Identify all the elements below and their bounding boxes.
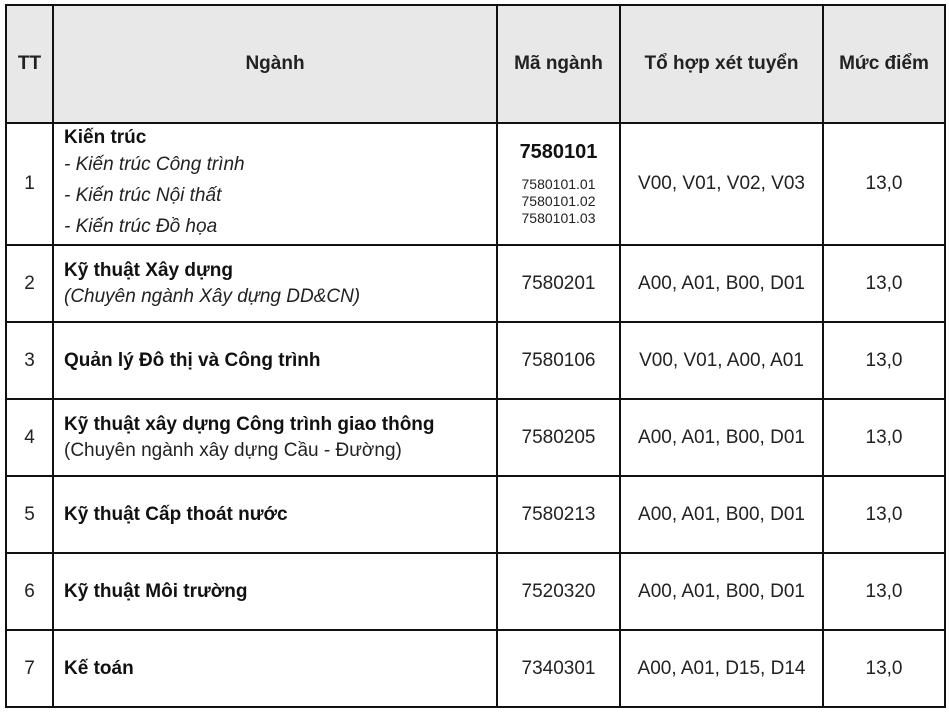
cell-code — [497, 123, 620, 245]
major-code: 7580205 — [521, 426, 596, 448]
major-note: (Chuyên ngành Xây dựng DD&CN) — [64, 285, 361, 307]
cell-major — [53, 553, 497, 630]
major-note: (Chuyên ngành xây dựng Cầu - Đường) — [64, 439, 402, 461]
header-tt: TT — [6, 5, 53, 123]
sub-major: - Kiến trúc Nội thất — [64, 184, 222, 206]
major-name: Kiến trúc — [64, 126, 147, 148]
sub-code: 7580101.02 — [521, 193, 596, 209]
major-code: 7580101 — [519, 141, 598, 163]
cell-score: 13,0 — [823, 123, 945, 245]
table-row — [6, 630, 945, 707]
cell-major — [53, 245, 497, 322]
table-row — [6, 245, 945, 322]
major-code: 7340301 — [521, 657, 596, 679]
table-row — [6, 322, 945, 399]
table-row — [6, 476, 945, 553]
cell-tt: 5 — [6, 476, 53, 553]
header-major: Ngành — [53, 5, 497, 123]
cell-tt: 7 — [6, 630, 53, 707]
cell-major — [53, 399, 497, 476]
major-code: 7580213 — [521, 503, 596, 525]
cell-score: 13,0 — [823, 476, 945, 553]
major-code: 7580201 — [521, 272, 596, 294]
major-name: Kỹ thuật Xây dựng — [64, 259, 233, 281]
cell-combos: A00, A01, B00, D01 — [620, 245, 823, 322]
header-code: Mã ngành — [497, 5, 620, 123]
cell-major — [53, 476, 497, 553]
major-name: Quản lý Đô thị và Công trình — [64, 349, 321, 371]
sub-code: 7580101.01 — [521, 176, 596, 192]
cell-tt: 2 — [6, 245, 53, 322]
cell-score: 13,0 — [823, 322, 945, 399]
major-code: 7580106 — [521, 349, 596, 371]
table-row — [6, 399, 945, 476]
cell-score: 13,0 — [823, 630, 945, 707]
table-body — [6, 123, 945, 707]
cell-combos: V00, V01, A00, A01 — [620, 322, 823, 399]
major-name: Kỹ thuật Môi trường — [64, 580, 248, 602]
cell-code — [497, 322, 620, 399]
cell-combos: A00, A01, B00, D01 — [620, 476, 823, 553]
cell-score: 13,0 — [823, 245, 945, 322]
sub-major: - Kiến trúc Công trình — [64, 153, 245, 175]
cell-combos: A00, A01, B00, D01 — [620, 399, 823, 476]
major-name: Kỹ thuật xây dựng Công trình giao thông — [64, 413, 435, 435]
cell-score: 13,0 — [823, 553, 945, 630]
cell-tt: 3 — [6, 322, 53, 399]
cell-combos: A00, A01, B00, D01 — [620, 553, 823, 630]
table-row — [6, 553, 945, 630]
admission-table — [5, 4, 946, 708]
sub-code: 7580101.03 — [521, 210, 596, 226]
cell-tt: 6 — [6, 553, 53, 630]
major-name: Kế toán — [64, 657, 134, 679]
cell-code — [497, 553, 620, 630]
cell-tt: 4 — [6, 399, 53, 476]
cell-major — [53, 322, 497, 399]
cell-score: 13,0 — [823, 399, 945, 476]
cell-code — [497, 630, 620, 707]
cell-combos: V00, V01, V02, V03 — [620, 123, 823, 245]
header-score: Mức điểm — [823, 5, 945, 123]
cell-major — [53, 630, 497, 707]
cell-code — [497, 399, 620, 476]
cell-code — [497, 245, 620, 322]
header-combos: Tổ hợp xét tuyển — [620, 5, 823, 123]
major-code: 7520320 — [521, 580, 596, 602]
major-name: Kỹ thuật Cấp thoát nước — [64, 503, 288, 525]
cell-code — [497, 476, 620, 553]
cell-combos: A00, A01, D15, D14 — [620, 630, 823, 707]
cell-major — [53, 123, 497, 245]
sub-major: - Kiến trúc Đồ họa — [64, 215, 218, 237]
table-row — [6, 123, 945, 245]
table-header-row — [6, 5, 945, 123]
cell-tt: 1 — [6, 123, 53, 245]
